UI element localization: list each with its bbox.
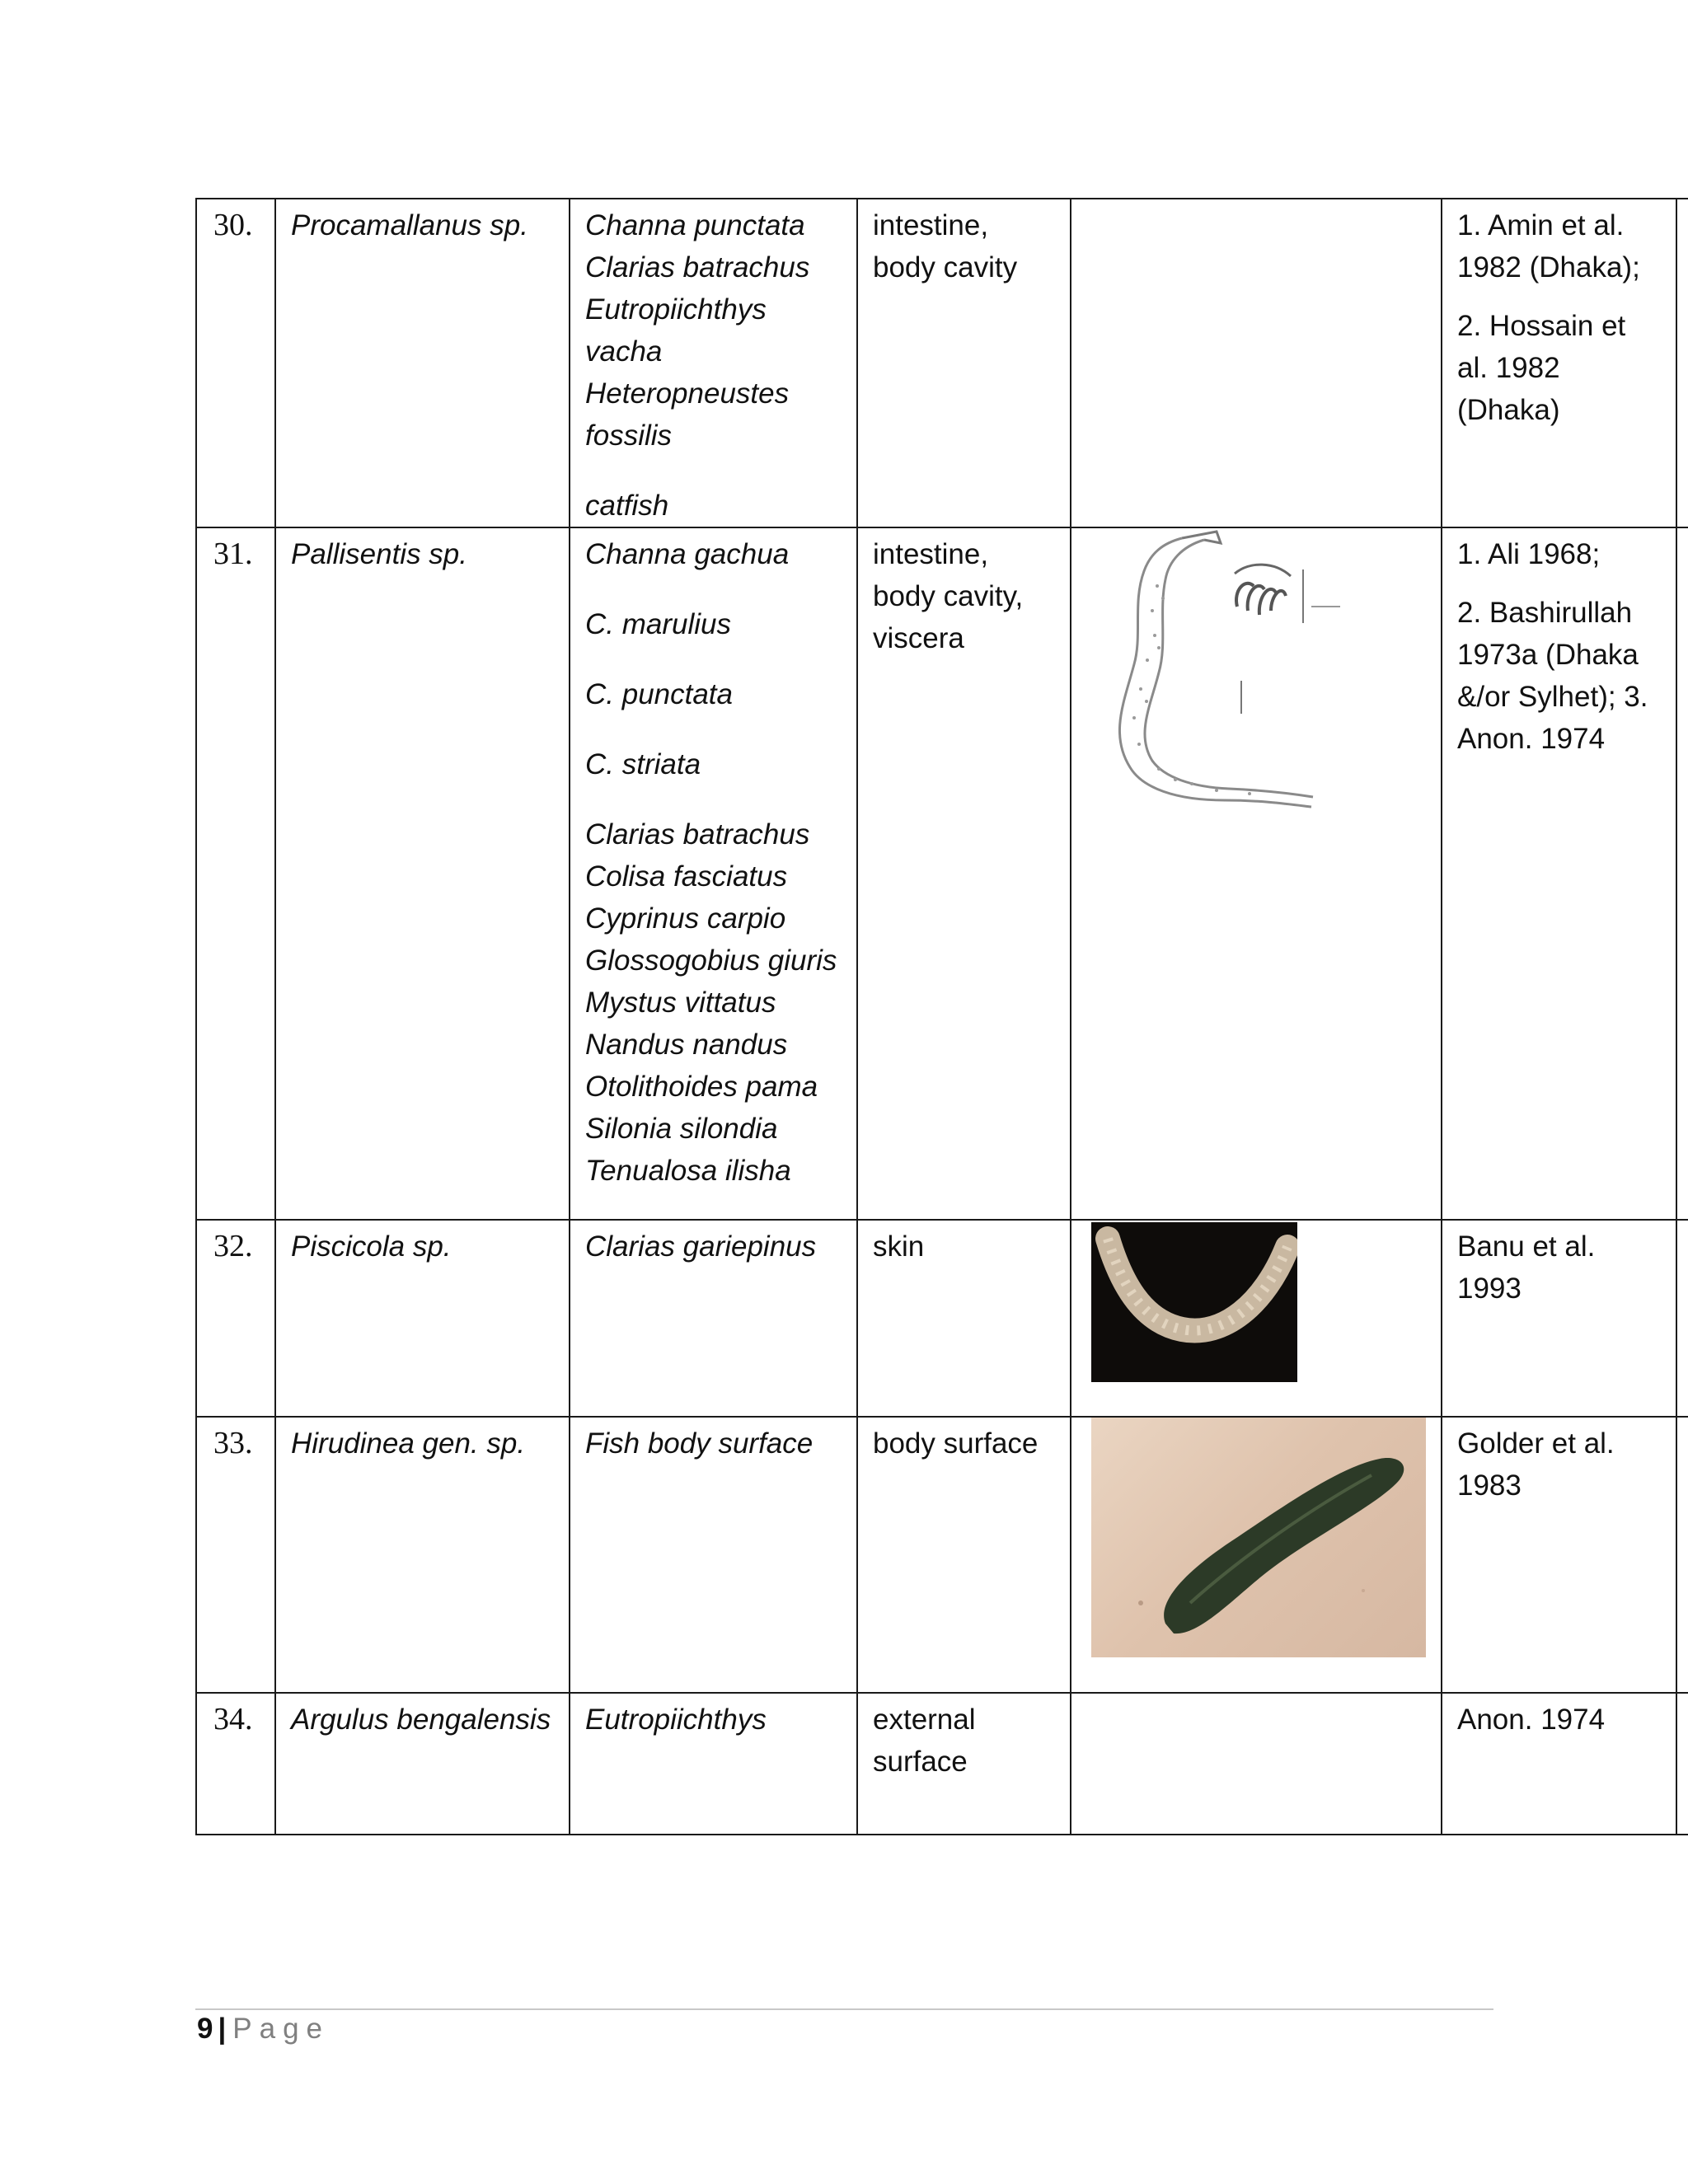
- row-number: 34.: [196, 1693, 275, 1835]
- page-label: Page: [232, 2013, 331, 2045]
- host-name: Colisa fasciatus: [585, 860, 788, 893]
- table-row: [196, 527, 1688, 1220]
- host-list: [570, 199, 857, 527]
- image-cell: [1071, 1220, 1442, 1417]
- acanthocephalan-drawing-image: [1085, 528, 1348, 825]
- host-name: Eutropiichthys: [585, 1704, 767, 1736]
- image-cell: [1071, 1417, 1442, 1693]
- host-list: [570, 1220, 857, 1417]
- host-name: Silonia silondia: [585, 1113, 778, 1145]
- table-row: [196, 1417, 1688, 1693]
- reference-list: [1442, 1693, 1676, 1835]
- host-name: Channa gachua: [585, 538, 790, 570]
- image-cell-empty: [1071, 199, 1442, 527]
- host-list: [570, 1693, 857, 1835]
- table-row: [196, 199, 1688, 527]
- image-cell: [1071, 527, 1442, 1220]
- row-number: 32.: [196, 1220, 275, 1417]
- host-name: Clarias batrachus: [585, 251, 810, 284]
- host-name: Tenualosa ilisha: [585, 1155, 791, 1187]
- reference-list: [1442, 199, 1676, 527]
- host-name: Glossogobius giuris: [585, 944, 837, 977]
- host-list: [570, 1417, 857, 1693]
- table-edge-cell: [1676, 1693, 1688, 1835]
- reference-list: [1442, 1220, 1676, 1417]
- host-name: Otolithoides pama: [585, 1071, 818, 1103]
- table-edge-cell: [1676, 1417, 1688, 1693]
- host-name: Nandus nandus: [585, 1029, 788, 1061]
- parasite-name: Procamallanus sp.: [275, 199, 570, 527]
- table-edge-cell: [1676, 527, 1688, 1220]
- image-cell-empty: [1071, 1693, 1442, 1835]
- host-name: C. punctata: [585, 678, 733, 710]
- leech-photo-image: [1091, 1222, 1297, 1382]
- row-number: 31.: [196, 527, 275, 1220]
- row-number: 30.: [196, 199, 275, 527]
- host-list: [570, 527, 857, 1220]
- host-name: Fish body surface: [585, 1427, 814, 1460]
- host-name: Heteropneustes fossilis: [585, 377, 790, 452]
- infection-site: skin: [857, 1220, 1071, 1417]
- reference: 2. Hossain et al. 1982 (Dhaka): [1457, 310, 1626, 426]
- infection-site: intestine, body cavity: [857, 199, 1071, 527]
- table-edge-cell: [1676, 1220, 1688, 1417]
- host-name: C. striata: [585, 748, 701, 780]
- parasite-table: [195, 198, 1688, 1835]
- parasite-name: Piscicola sp.: [275, 1220, 570, 1417]
- table-row: [196, 1693, 1688, 1835]
- reference: Anon. 1974: [1457, 1704, 1606, 1736]
- reference: Banu et al. 1993: [1457, 1230, 1596, 1305]
- host-name: catfish: [585, 490, 669, 522]
- infection-site: body surface: [857, 1417, 1071, 1693]
- reference: 2. Bashirullah 1973a (Dhaka &/or Sylhet); 3. Anon. 1974: [1457, 597, 1648, 755]
- reference: 1. Ali 1968;: [1457, 538, 1601, 570]
- infection-site: external surface: [857, 1693, 1071, 1835]
- footer-separator: |: [218, 2013, 227, 2045]
- infection-site: intestine, body cavity, viscera: [857, 527, 1071, 1220]
- leech-photo-image: [1091, 1418, 1426, 1657]
- reference-list: [1442, 527, 1676, 1220]
- page-footer: [197, 2011, 330, 2047]
- parasite-name: Argulus bengalensis: [275, 1693, 570, 1835]
- parasite-name: Pallisentis sp.: [275, 527, 570, 1220]
- reference: 1. Amin et al. 1982 (Dhaka);: [1457, 209, 1640, 284]
- host-name: Channa punctata: [585, 209, 805, 241]
- host-name: Eutropiichthys vacha: [585, 293, 767, 368]
- row-number: 33.: [196, 1417, 275, 1693]
- host-name: Mystus vittatus: [585, 987, 776, 1019]
- table-edge-cell: [1676, 199, 1688, 527]
- host-name: Clarias gariepinus: [585, 1230, 817, 1263]
- reference: Golder et al. 1983: [1457, 1427, 1615, 1502]
- host-name: C. marulius: [585, 608, 731, 640]
- host-name: Clarias batrachus: [585, 818, 810, 851]
- parasite-name: Hirudinea gen. sp.: [275, 1417, 570, 1693]
- table-row: [196, 1220, 1688, 1417]
- page-number: 9: [197, 2013, 213, 2045]
- footer-divider: [195, 2008, 1493, 2010]
- reference-list: [1442, 1417, 1676, 1693]
- host-name: Cyprinus carpio: [585, 902, 786, 935]
